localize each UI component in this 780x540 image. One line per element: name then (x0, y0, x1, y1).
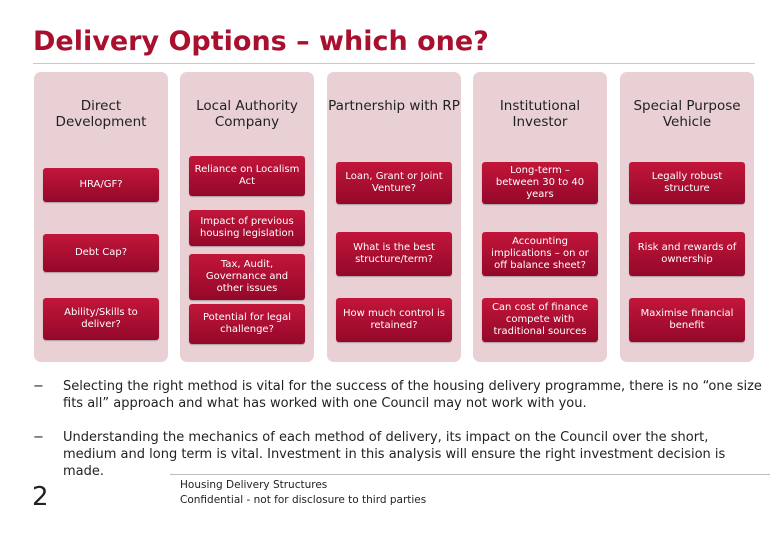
option-box: Can cost of finance compete with traditional sources (482, 298, 598, 342)
option-box: Risk and rewards of ownership (629, 232, 745, 276)
option-box: Debt Cap? (43, 234, 159, 272)
footer-divider (170, 474, 770, 475)
column-header: Partnership with RP (328, 98, 460, 114)
column-partnership-with-rp (327, 72, 461, 362)
column-header: Local Authority Company (196, 98, 298, 130)
option-box: Long-term – between 30 to 40 years (482, 162, 598, 204)
option-box: What is the best structure/term? (336, 232, 452, 276)
bullet-text: Understanding the mechanics of each method of delivery, its impact on the Council over the short, medium and long term is vital. Investment in this analysis will ensure the right investment decision is made. (63, 430, 726, 479)
option-box: Impact of previous housing legislation (189, 210, 305, 246)
column-header: Special Purpose Vehicle (633, 98, 741, 130)
option-box: Reliance on Localism Act (189, 156, 305, 196)
bullet-text: Selecting the right method is vital for the success of the housing delivery programme, there is no “one size fits all” approach and what has worked with one Council may not work with you. (63, 379, 762, 411)
column-header: Institutional Investor (499, 98, 581, 130)
footer-confidentiality: Confidential - not for disclosure to third parties (180, 494, 427, 506)
column-direct-development (34, 72, 168, 362)
column-institutional-investor (473, 72, 607, 362)
option-box: HRA/GF? (43, 168, 159, 202)
column-local-authority-company (180, 72, 314, 362)
title-divider (33, 63, 755, 64)
page-title: Delivery Options – which one? (33, 26, 489, 57)
option-box: Loan, Grant or Joint Venture? (336, 162, 452, 204)
option-box: Legally robust structure (629, 162, 745, 204)
bullet-marker: − (33, 379, 44, 394)
option-box: Tax, Audit, Governance and other issues (189, 254, 305, 300)
option-box: Maximise financial benefit (629, 298, 745, 342)
option-box: How much control is retained? (336, 298, 452, 342)
option-box: Ability/Skills to deliver? (43, 298, 159, 340)
footer-title: Housing Delivery Structures (180, 479, 328, 491)
column-header: Direct Development (55, 98, 147, 130)
bullet-marker: − (33, 430, 44, 445)
page-number: 2 (32, 482, 49, 512)
column-special-purpose-vehicle (620, 72, 754, 362)
option-box: Accounting implications – on or off balance sheet? (482, 232, 598, 276)
option-box: Potential for legal challenge? (189, 304, 305, 344)
